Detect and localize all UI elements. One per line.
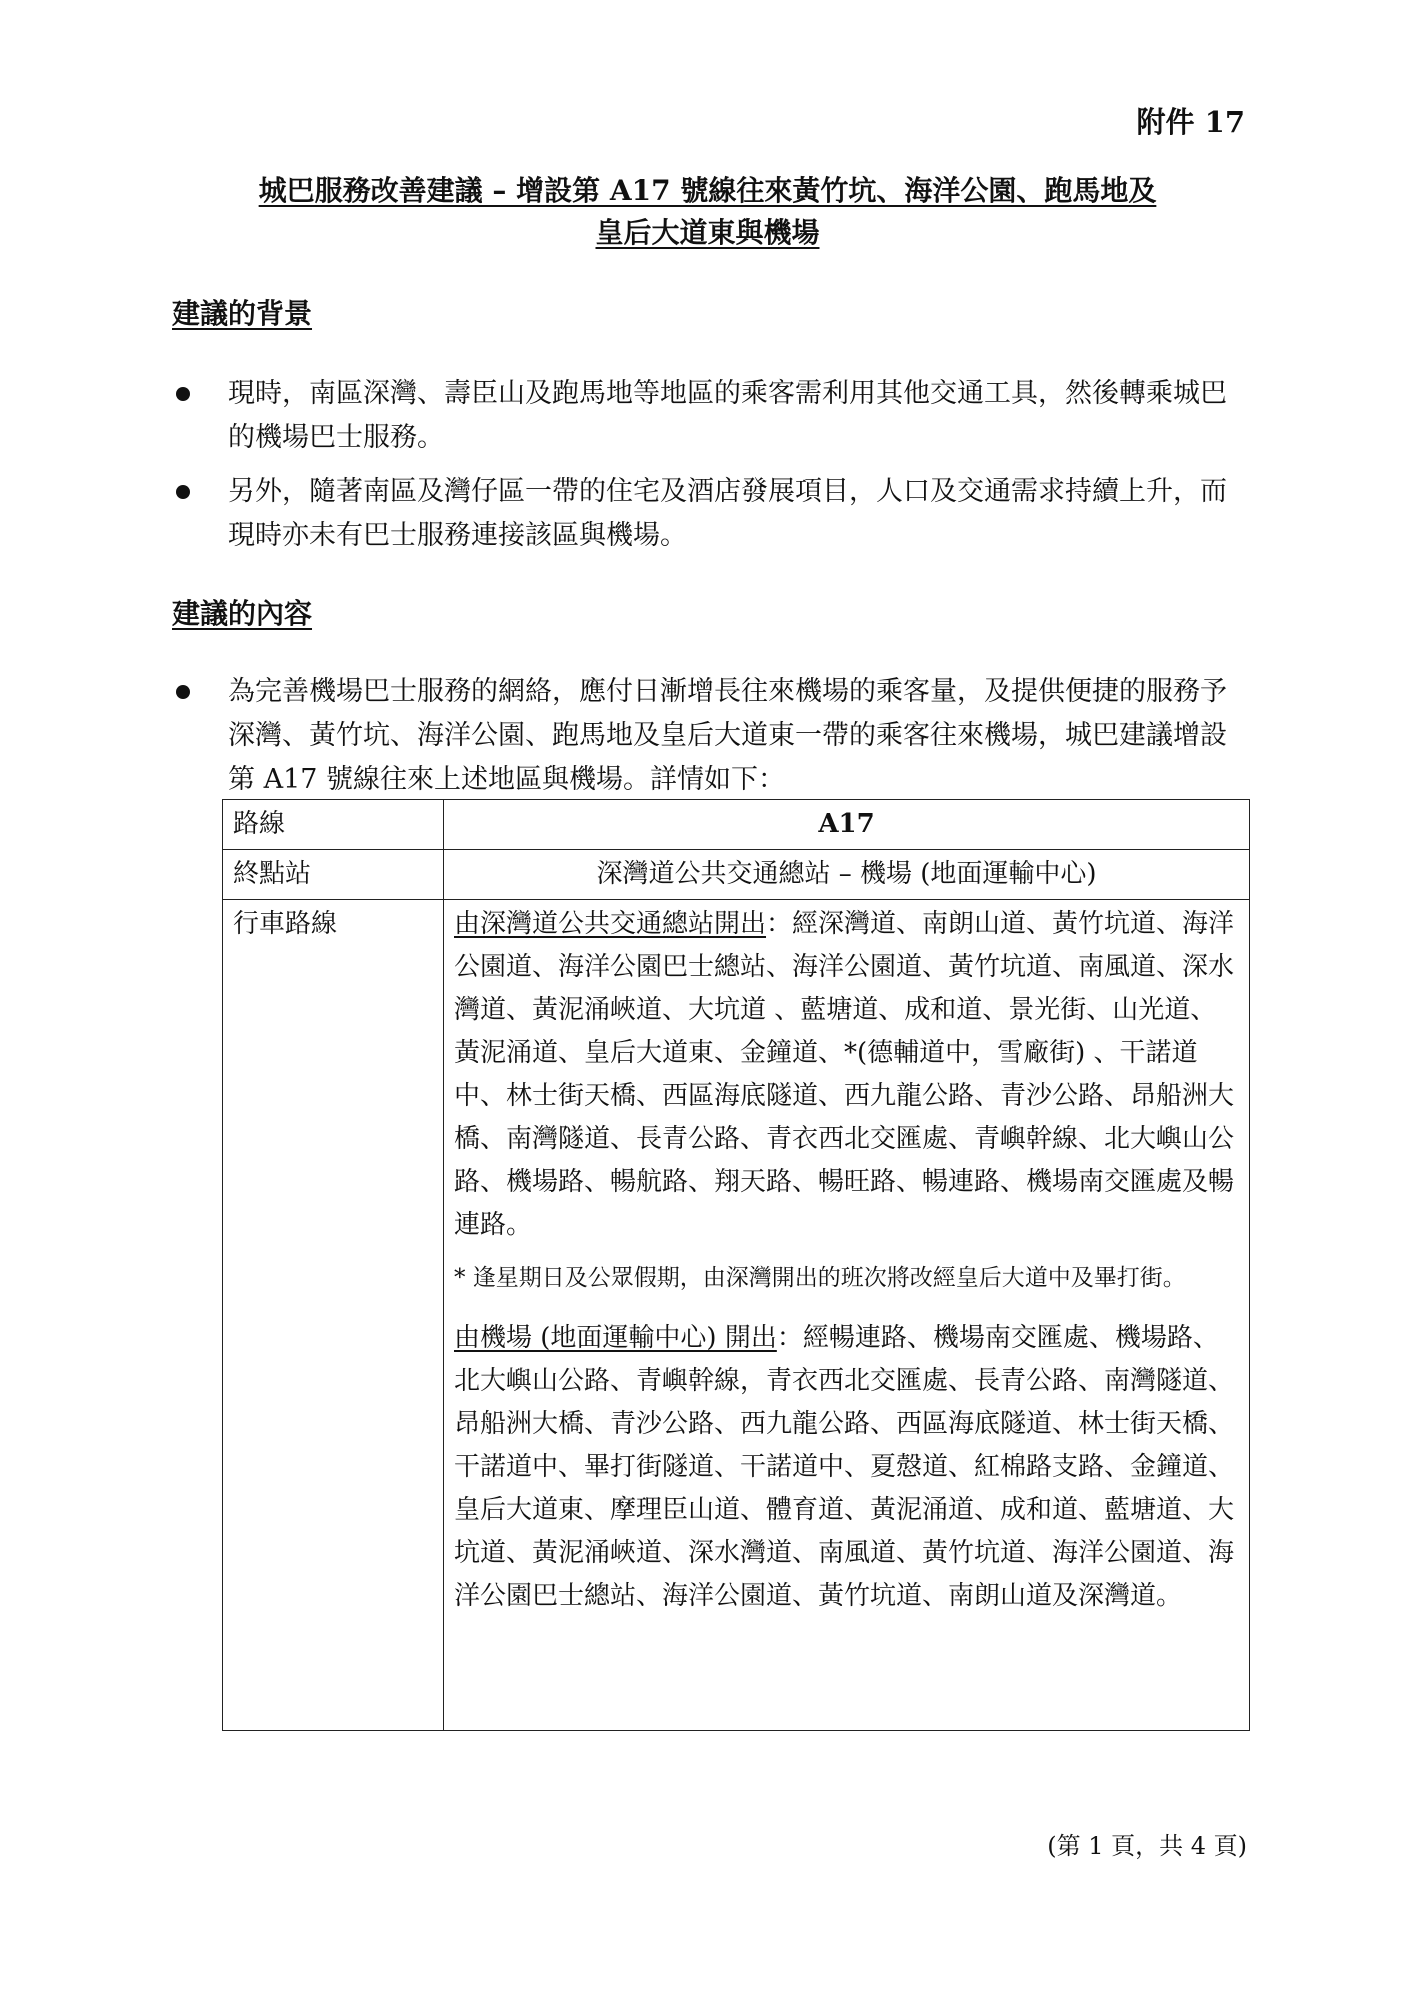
inbound-routing bbox=[454, 1317, 1239, 1618]
table-row bbox=[223, 850, 1250, 900]
routing-label-cell: 行車路線 bbox=[223, 900, 444, 1731]
bullet-item bbox=[172, 470, 1252, 558]
section-heading-background: 建議的背景 bbox=[172, 297, 313, 330]
title-line-1: 城巴服務改善建議 – 增設第 A17 號線往來黃竹坑、海洋公園、跑馬地及 bbox=[258, 174, 1157, 207]
bullet-item bbox=[172, 372, 1252, 460]
terminus-label-cell: 終點站 bbox=[223, 850, 444, 900]
section-heading-proposal: 建議的內容 bbox=[172, 597, 313, 630]
bullet-text: 現時，南區深灣、壽臣山及跑馬地等地區的乘客需利用其他交通工具，然後轉乘城巴的機場巴士服務。 bbox=[228, 378, 1227, 453]
routing-value-cell bbox=[444, 900, 1250, 1731]
background-bullet-list bbox=[172, 372, 1252, 558]
outbound-heading: 由深灣道公共交通總站開出 bbox=[454, 909, 767, 939]
holiday-note: * 逢星期日及公眾假期，由深灣開出的班次將改經皇后大道中及畢打街。 bbox=[454, 1265, 1186, 1291]
outbound-routing bbox=[454, 903, 1239, 1247]
proposal-bullet-list bbox=[172, 670, 1252, 802]
table-row bbox=[223, 800, 1250, 850]
bullet-dot-icon bbox=[176, 485, 190, 499]
annex-label: 附件 17 bbox=[1136, 105, 1245, 139]
table-row bbox=[223, 900, 1250, 1731]
outbound-route-text: ：經深灣道、南朗山道、黃竹坑道、海洋公園道、海洋公園巴士總站、海洋公園道、黃竹坑道、南風道、深水灣道、黃泥涌峽道、大坑道 、藍塘道、成和道、景光街、山光道、黃泥涌道、皇后大道東、金鐘道、*(德輔道中，雪廠街) 、干諾道中、林士街天橋、西區海底隧道、西九龍公路、青沙公路、昂船洲大橋、南灣隧道、長青公路、青衣西北交匯處、青嶼幹線、北大嶼山公路、機場路、暢航路、翔天路、暢旺路、暢連路、機場南交匯處及暢連路。 bbox=[454, 909, 1235, 1240]
bullet-text: 另外，隨著南區及灣仔區一帶的住宅及酒店發展項目，人口及交通需求持續上升，而現時亦未有巴士服務連接該區與機場。 bbox=[228, 476, 1227, 551]
bullet-dot-icon bbox=[176, 685, 190, 699]
inbound-heading: 由機場 (地面運輸中心) 開出 bbox=[454, 1323, 777, 1353]
route-label-cell: 路線 bbox=[223, 800, 444, 850]
terminus-value-cell: 深灣道公共交通總站 – 機場 (地面運輸中心) bbox=[444, 850, 1250, 900]
bullet-text: 為完善機場巴士服務的網絡，應付日漸增長往來機場的乘客量，及提供便捷的服務予深灣、黃竹坑、海洋公園、跑馬地及皇后大道東一帶的乘客往來機場，城巴建議增設第 A17 號線往來上述地區與機場。詳情如下： bbox=[228, 676, 1227, 795]
title-line-2: 皇后大道東與機場 bbox=[595, 216, 820, 249]
route-value-cell: A17 bbox=[444, 800, 1250, 850]
inbound-route-text: ：經暢連路、機場南交匯處、機場路、北大嶼山公路、青嶼幹線，青衣西北交匯處、長青公路、南灣隧道、昂船洲大橋、青沙公路、西九龍公路、西區海底隧道、林士街天橋、干諾道中、畢打街隧道、干諾道中、夏慤道、紅棉路支路、金鐘道、皇后大道東、摩理臣山道、體育道、黃泥涌道、成和道、藍塘道、大坑道、黃泥涌峽道、深水灣道、南風道、黃竹坑道、海洋公園道、海洋公園巴士總站、海洋公園道、黃竹坑道、南朗山道及深灣道。 bbox=[454, 1323, 1235, 1611]
bullet-dot-icon bbox=[176, 387, 190, 401]
route-details-table bbox=[222, 799, 1250, 1731]
bullet-item bbox=[172, 670, 1252, 802]
document-title bbox=[0, 170, 1415, 254]
page-number: (第 1 頁，共 4 頁) bbox=[1047, 1832, 1247, 1860]
